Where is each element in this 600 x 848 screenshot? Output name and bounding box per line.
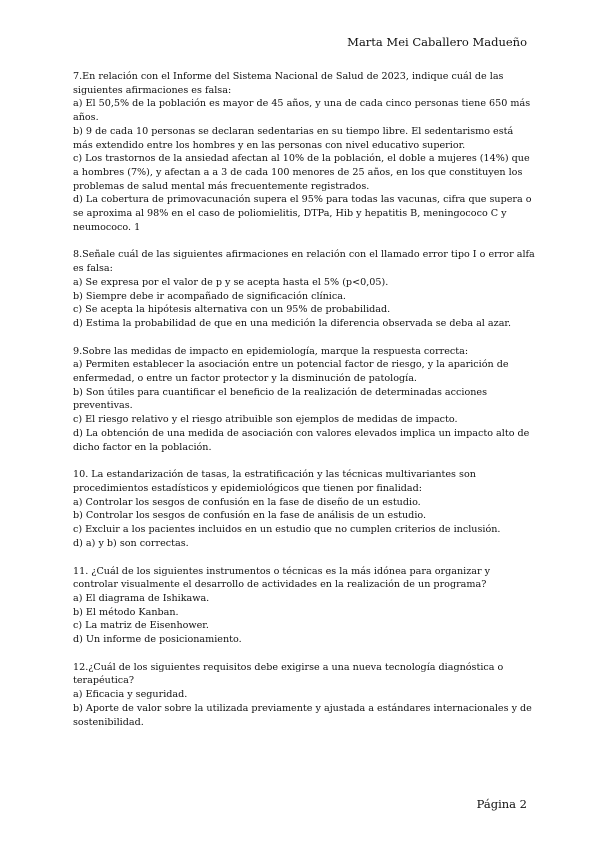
option-c: c) La matriz de Eisenhower. — [73, 620, 209, 632]
option-b: b) Controlar los sesgos de confusión en la fase de análisis de un estudio. — [73, 510, 427, 522]
question-stem: 11. ¿Cuál de los siguientes instrumentos o técnicas es la más idónea para organizar y controlar visualmente el desarrollo de actividades en la realización de un programa? — [73, 565, 491, 591]
question-stem: 9.Sobre las medidas de impacto en epidemiología, marque la respuesta correcta: — [73, 345, 469, 357]
option-a: a) Se expresa por el valor de p y se acepta hasta el 5% (p<0,05). — [73, 276, 389, 288]
question-7 — [73, 70, 535, 234]
option-a: a) Controlar los sesgos de confusión en la fase de diseño de un estudio. — [73, 496, 421, 508]
question-stem: 10. La estandarización de tasas, la estratificación y las técnicas multivariantes son procedimientos estadísticos y epidemiológicos que tienen por finalidad: — [73, 469, 476, 494]
option-a: a) El diagrama de Ishikawa. — [73, 592, 210, 604]
option-c: c) Excluir a los pacientes incluidos en un estudio que no cumplen criterios de inclusión. — [73, 524, 501, 536]
question-9 — [73, 345, 535, 455]
question-stem: 8.Señale cuál de las siguientes afirmaciones en relación con el llamado error tipo I o error alfa es falsa: — [73, 249, 535, 275]
question-10 — [73, 468, 535, 550]
option-b: b) El método Kanban. — [73, 606, 179, 618]
option-d: d) a) y b) son correctas. — [73, 537, 189, 549]
option-b: b) Aporte de valor sobre la utilizada previamente y ajustada a estándares internacionales y de sostenibilidad. — [73, 702, 532, 728]
question-8 — [73, 248, 535, 330]
option-b: b) Siempre debe ir acompañado de significación clínica. — [73, 290, 346, 302]
questions-body — [73, 70, 535, 743]
option-b: b) Son útiles para cuantificar el beneficio de la realización de determinadas acciones preventivas. — [73, 386, 488, 412]
option-a: a) Eficacia y seguridad. — [73, 689, 188, 701]
author-header: Marta Mei Caballero Madueño — [347, 35, 527, 49]
option-d: d) Estima la probabilidad de que en una medición la diferencia observada se deba al azar. — [73, 317, 512, 329]
option-a: a) Permiten establecer la asociación entre un potencial factor de riesgo, y la aparición de enfermedad, o entre un factor protector y la disminución de patología. — [73, 359, 509, 385]
option-d: d) La obtención de una medida de asociación con valores elevados implica un impacto alto de dicho factor en la población. — [73, 427, 530, 453]
option-d: d) Un informe de posicionamiento. — [73, 634, 242, 646]
option-a: a) El 50,5% de la población es mayor de 45 años, y una de cada cinco personas tiene 650 más años. — [73, 98, 531, 124]
option-c: c) Se acepta la hipótesis alternativa con un 95% de probabilidad. — [73, 304, 391, 316]
question-12 — [73, 661, 535, 730]
question-stem: 7.En relación con el Informe del Sistema Nacional de Salud de 2023, indique cuál de las siguientes afirmaciones es falsa: — [73, 71, 504, 96]
page-number: Página 2 — [476, 797, 527, 811]
option-b: b) 9 de cada 10 personas se declaran sedentarias en su tiempo libre. El sedentarismo está más extendido entre los hombres y en las personas con nivel educativo superior. — [73, 125, 514, 151]
option-c: c) El riesgo relativo y el riesgo atribuible son ejemplos de medidas de impacto. — [73, 414, 458, 426]
question-11 — [73, 565, 535, 647]
option-d: d) La cobertura de primovacunación supera el 95% para todas las vacunas, cifra que supera o se aproxima al 98% en el caso de poliomielitis, DTPa, Hib y hepatitis B, meningococo C y neumococo. 1 — [73, 194, 532, 233]
option-c: c) Los trastornos de la ansiedad afectan al 10% de la población, el doble a mujeres (14%) que a hombres (7%), y afectan a a 3 de cada 100 menores de 25 años, en los que constituyen los problemas de salud mental más frecuentemente registrados. — [73, 153, 530, 192]
question-stem: 12.¿Cuál de los siguientes requisitos debe exigirse a una nueva tecnología diagnóstica o terapéutica? — [73, 661, 504, 687]
